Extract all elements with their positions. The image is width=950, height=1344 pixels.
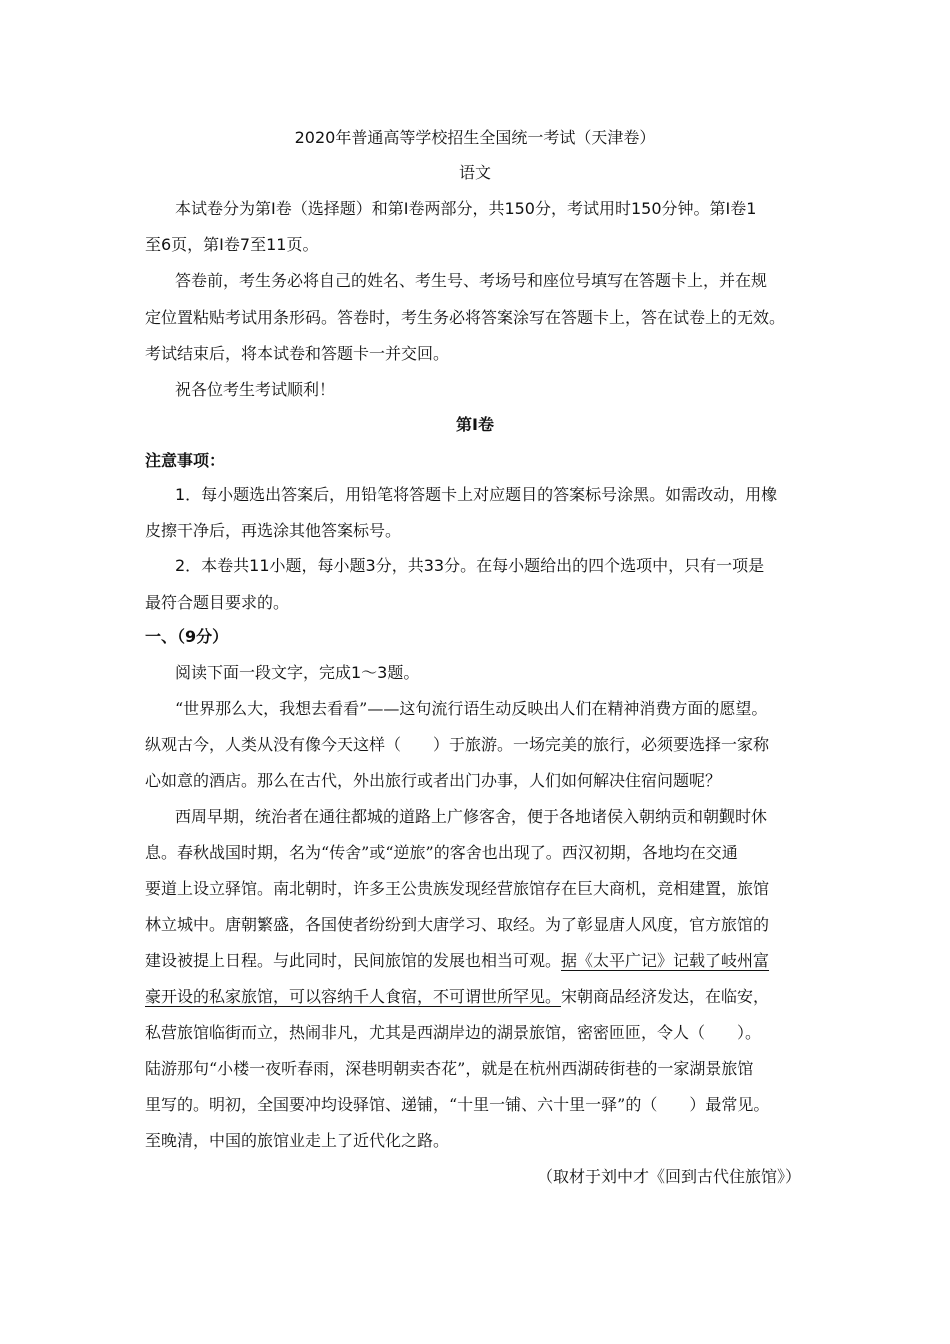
underlined-sentence-part-2: 豪开设的私家旅馆，可以容纳千人食宿，不可谓世所罕见。 (145, 987, 562, 1006)
passage-line-12: 里写的。明初，全国要冲均设驿馆、递铺，“十里一铺、六十里一驿”的（ ）最常见。 (145, 1095, 770, 1114)
good-luck-line: 祝各位考生考试顺利！ (175, 380, 336, 399)
passage-line-9 (145, 986, 810, 1008)
passage-line-13: 至晚清，中国的旅馆业走上了近代化之路。 (145, 1131, 450, 1150)
passage-line-11: 陆游那句“小楼一夜听春雨，深巷明朝卖杏花”，就是在杭州西湖砖街巷的一家湖景旅馆 (145, 1059, 754, 1078)
passage-line-10: 私营旅馆临街而立，热闹非凡，尤其是西湖岸边的湖景旅馆，密密匝匝，令人（ ）。 (145, 1023, 762, 1042)
note-1-line-1: 1．每小题选出答案后，用铅笔将答题卡上对应题目的答案标号涂黑。如需改动，用橡 (175, 485, 778, 504)
passage-line-7: 林立城中。唐朝繁盛，各国使者纷纷到大唐学习、取经。为了彰显唐人风度，官方旅馆的 (145, 915, 770, 934)
note-1-line-2: 皮擦干净后，再选涂其他答案标号。 (145, 521, 402, 540)
part-one-heading: 一、（9分） (145, 627, 229, 646)
passage-line-6: 要道上设立驿馆。南北朝时，许多王公贵族发现经营旅馆存在巨大商机，竞相建置，旅馆 (145, 879, 770, 898)
intro-paragraph-2-line-2: 定位置粘贴考试用条形码。答卷时，考生务必将答案涂写在答题卡上，答在试卷上的无效。 (145, 308, 786, 327)
passage-line-8 (145, 950, 810, 972)
note-2-line-1: 2．本卷共11小题，每小题3分，共33分。在每小题给出的四个选项中，只有一项是 (175, 556, 765, 575)
passage-source: （取材于刘中才《回到古代住旅馆》） (536, 1167, 801, 1186)
subject-title: 语文 (458, 163, 491, 182)
passage-line-8-text: 建设被提上日程。与此同时，民间旅馆的发展也相当可观。 (145, 951, 562, 970)
passage-line-2: 纵观古今，人类从没有像今天这样（ ）于旅游。一场完美的旅行，必须要选择一家称 (145, 735, 770, 754)
passage-line-1: “世界那么大，我想去看看”——这句流行语生动反映出人们在精神消费方面的愿望。 (175, 699, 768, 718)
intro-paragraph-2-line-1: 答卷前，考生务必将自己的姓名、考生号、考场号和座位号填写在答题卡上，并在规 (175, 271, 768, 290)
passage-line-5: 息。春秋战国时期，名为“传舍”或“逆旅”的客舍也出现了。西汉初期，各地均在交通 (145, 843, 738, 862)
intro-paragraph-1-line-1: 本试卷分为第Ⅰ卷（选择题）和第Ⅰ卷两部分，共150分，考试用时150分钟。第Ⅰ卷1 (175, 199, 757, 218)
notes-heading: 注意事项： (145, 451, 226, 470)
intro-paragraph-1-line-2: 至6页，第Ⅰ卷7至11页。 (145, 235, 319, 254)
reading-instruction: 阅读下面一段文字，完成1～3题。 (175, 663, 420, 682)
exam-title: 2020年普通高等学校招生全国统一考试（天津卷） (294, 128, 656, 147)
passage-line-3: 心如意的酒店。那么在古代，外出旅行或者出门办事，人们如何解决住宿问题呢？ (145, 771, 722, 790)
passage-line-4: 西周早期，统治者在通往都城的道路上广修客舍，便于各地诸侯入朝纳贡和朝觐时休 (175, 807, 768, 826)
passage-line-9-text: 宋朝商品经济发达，在临安， (561, 987, 770, 1006)
volume-heading: 第Ⅰ卷 (456, 415, 494, 434)
underlined-sentence-part-1: 据《太平广记》记载了岐州富 (561, 951, 770, 970)
intro-paragraph-2-line-3: 考试结束后，将本试卷和答题卡一并交回。 (145, 344, 450, 363)
note-2-line-2: 最符合题目要求的。 (145, 593, 290, 612)
